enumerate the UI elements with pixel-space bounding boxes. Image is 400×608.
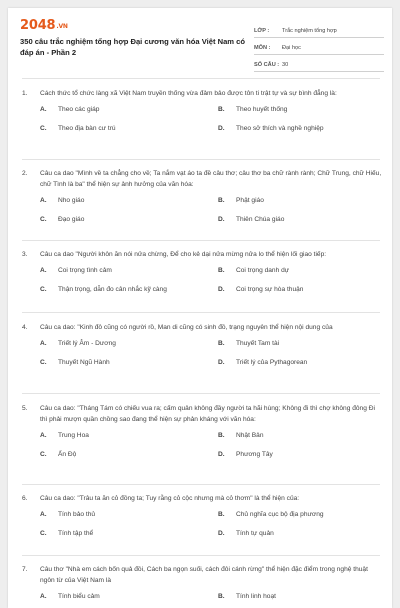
option-text: Đạo giáo: [58, 216, 85, 223]
question-7: [22, 564, 382, 608]
option-c[interactable]: [40, 125, 116, 132]
question-2: [22, 168, 382, 237]
option-text: Chủ nghĩa cục bộ địa phương: [236, 511, 324, 518]
option-text: Phương Tây: [236, 451, 273, 458]
meta-row-class: [254, 21, 384, 38]
question-body: Câu ca dao: "Tháng Tám có chiếu vua ra; cấm quân không đầy người ta hãi hùng; Không đi thì chợ không đông Đi thì phải mượn quần chồng sao đang thể hiện sự phản kháng với văn hóa:: [40, 405, 375, 423]
option-letter: D.: [218, 216, 225, 223]
question-text: [22, 403, 382, 425]
meta-table: [254, 21, 384, 72]
question-body: Câu ca dao "Mình về ta chẳng cho về; Ta nắm vạt áo ta đề câu thơ; câu thơ ba chữ rành rành; Chữ Trung, chữ Hiếu, chữ Tình là ba" thể hiện sự ảnh hưởng của văn hóa:: [40, 170, 382, 188]
question-text: [22, 564, 382, 586]
logo-suffix: .VN: [56, 23, 68, 30]
option-c[interactable]: [40, 451, 76, 458]
option-d[interactable]: [218, 125, 324, 132]
divider: [22, 484, 380, 485]
page-title: 350 câu trắc nghiệm tổng hợp Đại cương văn hóa Việt Nam có đáp án - Phần 2: [20, 37, 246, 57]
question-number: 5.: [22, 405, 28, 412]
question-number: 6.: [22, 495, 28, 502]
option-text: Theo sở thích và nghề nghiệp: [236, 125, 324, 132]
option-text: Nho giáo: [58, 197, 85, 204]
option-a[interactable]: [40, 267, 112, 274]
meta-row-subject: [254, 38, 384, 55]
option-letter: B.: [218, 106, 225, 113]
question-text: [22, 88, 382, 99]
option-d[interactable]: [218, 451, 273, 458]
option-text: Theo các giáp: [58, 106, 100, 113]
divider: [22, 393, 380, 394]
option-letter: D.: [218, 125, 225, 132]
meta-key: LỚP :: [254, 28, 270, 34]
option-letter: D.: [218, 451, 225, 458]
option-d[interactable]: [218, 216, 284, 223]
option-letter: D.: [218, 530, 225, 537]
option-letter: C.: [40, 451, 47, 458]
option-letter: A.: [40, 511, 47, 518]
meta-key: MÔN :: [254, 45, 271, 51]
option-c[interactable]: [40, 286, 167, 293]
option-letter: C.: [40, 286, 47, 293]
option-letter: C.: [40, 530, 47, 537]
option-a[interactable]: [40, 432, 89, 439]
question-1: [22, 88, 382, 146]
question-5: [22, 403, 382, 472]
meta-value: Đại học: [282, 45, 301, 51]
option-text: Tính biểu cảm: [58, 593, 100, 600]
question-number: 1.: [22, 90, 28, 97]
option-text: Tính linh hoạt: [236, 593, 276, 600]
option-letter: B.: [218, 432, 225, 439]
options: [40, 267, 382, 307]
option-text: Tính bảo thủ: [58, 511, 96, 518]
options: [40, 197, 382, 237]
option-c[interactable]: [40, 359, 110, 366]
option-b[interactable]: [218, 511, 324, 518]
options: [40, 432, 382, 472]
option-letter: C.: [40, 216, 47, 223]
option-letter: A.: [40, 197, 47, 204]
option-b[interactable]: [218, 267, 289, 274]
option-letter: D.: [218, 359, 225, 366]
option-text: Triết lý của Pythagorean: [236, 359, 308, 366]
question-body: Câu thơ "Nhà em cách bốn quả đồi, Cách ba ngọn suối, cách đôi cánh rừng" thể hiện đặc điểm trong nghệ thuật ngôn từ của Việt Nam là: [40, 566, 368, 584]
option-c[interactable]: [40, 530, 93, 537]
option-letter: A.: [40, 267, 47, 274]
document-header: [8, 8, 392, 78]
option-b[interactable]: [218, 106, 287, 113]
option-d[interactable]: [218, 530, 274, 537]
option-letter: B.: [218, 340, 225, 347]
meta-value: Trắc nghiệm tổng hợp: [282, 28, 337, 34]
question-3: [22, 249, 382, 307]
option-text: Tính tập thể: [58, 530, 94, 537]
options: [40, 593, 382, 608]
option-a[interactable]: [40, 197, 84, 204]
question-text: [22, 168, 382, 190]
option-b[interactable]: [218, 340, 279, 347]
question-number: 7.: [22, 566, 28, 573]
options: [40, 511, 382, 551]
option-text: Thận trọng, dẫn đo cân nhắc kỹ càng: [58, 286, 167, 293]
question-body: Cách thức tổ chức làng xã Việt Nam truyền thống vừa đảm bảo được tôn ti trật tự và sự bình đẳng là:: [40, 90, 337, 97]
question-6: [22, 493, 382, 551]
option-b[interactable]: [218, 197, 264, 204]
option-text: Theo huyết thống: [236, 106, 288, 113]
option-letter: C.: [40, 125, 47, 132]
option-text: Thiên Chúa giáo: [236, 216, 285, 223]
option-letter: A.: [40, 106, 47, 113]
question-number: 3.: [22, 251, 28, 258]
option-letter: A.: [40, 432, 47, 439]
divider: [22, 312, 380, 313]
option-text: Coi trọng tình cảm: [58, 267, 112, 274]
question-body: Câu ca dao: "Trâu ta ăn cỏ đồng ta; Tuy rằng cỏ cộc nhưng mà cỏ thơm" là thể hiện của:: [40, 495, 300, 502]
divider: [22, 240, 380, 241]
option-letter: A.: [40, 593, 47, 600]
meta-key: SỐ CÂU :: [254, 62, 280, 68]
option-text: Theo địa bàn cư trú: [58, 125, 116, 132]
question-body: Câu ca dao "Người khôn ăn nói nửa chừng, Để cho kẻ dại nửa mừng nửa lo thể hiện lối giao tiếp:: [40, 251, 327, 258]
option-text: Ấn Độ: [58, 451, 77, 458]
option-letter: B.: [218, 267, 225, 274]
option-text: Coi trọng danh dự: [236, 267, 290, 274]
question-body: Câu ca dao: "Kinh đô cũng có người rồ, Man di cũng có sinh đồ, trạng nguyên thể hiện nội dung của: [40, 324, 333, 331]
option-b[interactable]: [218, 593, 276, 600]
option-text: Thuyết Tam tài: [236, 340, 280, 347]
option-text: Nhật Bản: [236, 432, 264, 439]
site-logo[interactable]: [20, 18, 68, 33]
question-number: 4.: [22, 324, 28, 331]
divider: [22, 78, 380, 79]
option-text: Trung Hoa: [58, 432, 89, 439]
option-letter: B.: [218, 511, 225, 518]
options: [40, 340, 382, 380]
option-letter: C.: [40, 359, 47, 366]
option-c[interactable]: [40, 216, 84, 223]
option-letter: B.: [218, 593, 225, 600]
option-text: Phật giáo: [236, 197, 264, 204]
option-letter: D.: [218, 286, 225, 293]
options: [40, 106, 382, 146]
option-a[interactable]: [40, 511, 95, 518]
divider: [22, 555, 380, 556]
option-d[interactable]: [218, 286, 303, 293]
option-letter: B.: [218, 197, 225, 204]
question-4: [22, 322, 382, 380]
meta-value: 30: [282, 62, 289, 68]
option-text: Triết lý Âm - Dương: [58, 340, 116, 347]
option-text: Coi trọng sự hòa thuận: [236, 286, 304, 293]
option-a[interactable]: [40, 340, 116, 347]
logo-text: 2048: [20, 18, 56, 33]
question-text: [22, 249, 382, 260]
document-page: [8, 8, 392, 608]
option-d[interactable]: [218, 359, 307, 366]
option-b[interactable]: [218, 432, 264, 439]
option-a[interactable]: [40, 593, 100, 600]
option-letter: A.: [40, 340, 47, 347]
divider: [22, 159, 380, 160]
question-number: 2.: [22, 170, 28, 177]
option-a[interactable]: [40, 106, 99, 113]
question-text: [22, 493, 382, 504]
option-text: Thuyết Ngũ Hành: [58, 359, 110, 366]
option-text: Tính tự quản: [236, 530, 274, 537]
question-text: [22, 322, 382, 333]
meta-row-count: [254, 55, 384, 72]
